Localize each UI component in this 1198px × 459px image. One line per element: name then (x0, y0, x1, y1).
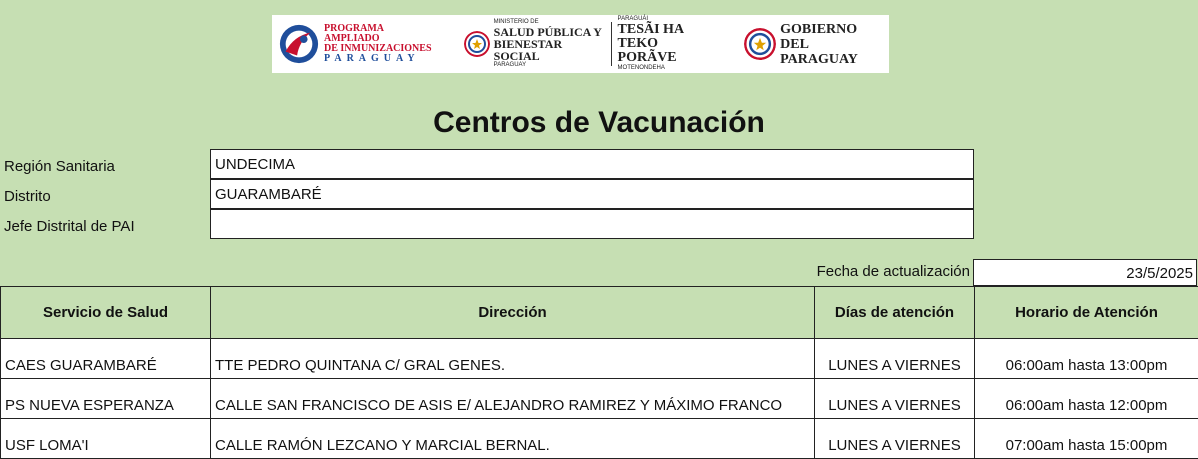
pai-line3: PARAGUAY (324, 53, 420, 64)
ministerio-logo (464, 19, 605, 69)
cell-direccion[interactable]: CALLE SAN FRANCISCO DE ASIS E/ ALEJANDRO RAMIREZ Y MÁXIMO FRANCO (211, 379, 815, 419)
table-row (1, 339, 1198, 379)
table-row (1, 419, 1198, 459)
msp-small-top: MINISTERIO DE (493, 19, 539, 25)
gobierno-line1: GOBIERNO DEL (780, 21, 858, 52)
fecha-field[interactable]: 23/5/2025 (973, 259, 1197, 286)
cell-horario[interactable]: 06:00am hasta 12:00pm (975, 379, 1198, 419)
gobierno-seal-icon (744, 28, 776, 60)
cell-direccion[interactable]: TTE PEDRO QUINTANA C/ GRAL GENES. (211, 339, 815, 379)
gobierno-line2: PARAGUAY (780, 51, 858, 67)
national-seal-icon (464, 31, 490, 57)
logo-banner (272, 15, 889, 73)
pai-line1: PROGRAMA AMPLIADO (324, 23, 384, 44)
tesai-small-bottom: MOTENONDEHA (617, 65, 665, 71)
cell-servicio[interactable]: PS NUEVA ESPERANZA (1, 379, 211, 419)
cell-dias[interactable]: LUNES A VIERNES (815, 379, 975, 419)
cell-dias[interactable]: LUNES A VIERNES (815, 419, 975, 459)
header-dias: Días de atención (815, 287, 975, 339)
cell-direccion[interactable]: CALLE RAMÓN LEZCANO Y MARCIAL BERNAL. (211, 419, 815, 459)
jefe-label: Jefe Distrital de PAI (4, 218, 135, 235)
cell-horario[interactable]: 06:00am hasta 13:00pm (975, 339, 1198, 379)
pai-line2: DE INMUNIZACIONES (324, 43, 432, 54)
region-field[interactable]: UNDECIMA (210, 149, 974, 179)
cell-servicio[interactable]: USF LOMA'I (1, 419, 211, 459)
msp-small-bottom: PARAGUAY (493, 62, 527, 68)
msp-line2: BIENESTAR SOCIAL (493, 37, 563, 63)
cell-dias[interactable]: LUNES A VIERNES (815, 339, 975, 379)
pai-emblem-icon (278, 22, 320, 66)
distrito-field[interactable]: GUARAMBARÉ (210, 179, 974, 209)
header-horario: Horario de Atención (975, 287, 1198, 339)
jefe-field[interactable] (210, 209, 974, 239)
region-label: Región Sanitaria (4, 158, 115, 175)
table-header-row (1, 287, 1198, 339)
tesai-small-top: PARAGUÁI (617, 16, 649, 22)
cell-servicio[interactable]: CAES GUARAMBARÉ (1, 339, 211, 379)
pai-logo (278, 22, 436, 66)
tesai-line1: TESÃI HA TEKO (617, 22, 684, 51)
cell-horario[interactable]: 07:00am hasta 15:00pm (975, 419, 1198, 459)
gobierno-logo (744, 22, 883, 67)
fecha-label: Fecha de actualización (816, 263, 970, 280)
msp-line1: SALUD PÚBLICA Y (493, 25, 602, 39)
header-direccion: Dirección (211, 287, 815, 339)
page-title: Centros de Vacunación (433, 106, 765, 139)
table-row (1, 379, 1198, 419)
logo-divider (611, 22, 612, 66)
vaccination-centers-table (0, 286, 1198, 459)
tesai-line2: PORÃVE (617, 50, 677, 65)
header-servicio: Servicio de Salud (1, 287, 211, 339)
tesai-logo (618, 16, 723, 72)
distrito-label: Distrito (4, 188, 51, 205)
